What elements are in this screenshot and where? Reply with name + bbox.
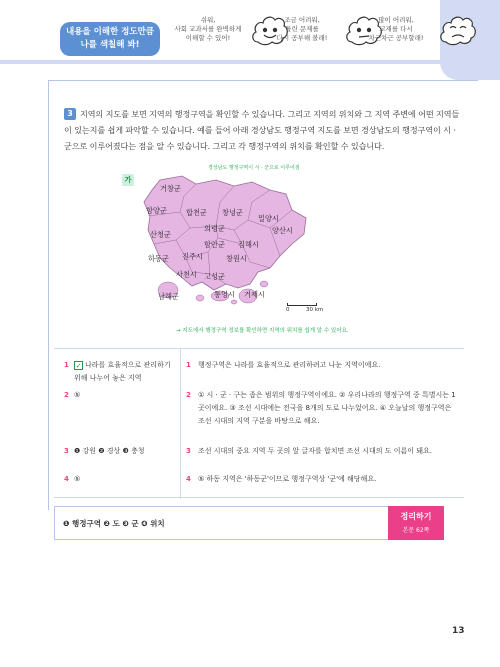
level-hard-line1: 많이 어려워, xyxy=(378,16,414,24)
region-label: 의령군 xyxy=(204,224,225,233)
level-medium-line1: 조금 어려워, xyxy=(284,16,320,24)
level-hard[interactable] xyxy=(356,10,480,58)
region-label: 창녕군 xyxy=(222,208,243,217)
answer-table xyxy=(54,348,464,498)
question-text: 지역의 지도를 보면 지역의 행정구역을 확인할 수 있습니다. 그리고 지역의 위치와 그 지역 주변에 어떤 지역들이 있는지를 쉽게 파악할 수 있습니다. 예를 들어 아래 경상남도 행정구역 지도를 보면 경상남도의 행정구역이 시 · 군으로 이루어졌다는 점을 알 수 있습니다. 그리고 각 행정구역의 위치를 확인할 수 있습니다. xyxy=(64,109,460,151)
answer-number: 2 xyxy=(64,391,69,399)
region-label: 거제시 xyxy=(244,290,265,299)
level-easy-line1: 쉬워, xyxy=(200,16,216,24)
header-band xyxy=(0,60,500,64)
region-label: 고성군 xyxy=(204,272,225,281)
map-scale-zero: 0 xyxy=(286,307,290,313)
page-number: 13 xyxy=(452,626,465,636)
region-label: 남해군 xyxy=(158,292,179,301)
summary-box xyxy=(54,506,444,540)
answer-value: 나라를 효율적으로 관리하기 위해 나누어 놓은 지역 xyxy=(74,361,171,382)
level-hard-text xyxy=(356,16,436,43)
region-label: 양산시 xyxy=(272,226,293,235)
answer-text: ❶ 강원 ❷ 경상 ❸ 충청 xyxy=(74,447,145,455)
explanation-text: ⑤ 하동 지역은 '하동군'이므로 행정구역상 '군'에 해당해요. xyxy=(198,475,377,483)
answer-text xyxy=(74,359,174,385)
region-label: 통영시 xyxy=(214,290,235,299)
map-label: 가 xyxy=(122,174,134,186)
level-hard-line3: 차근차근 공부할래! xyxy=(368,34,424,42)
level-hard-line2: 교재를 다시 xyxy=(379,25,413,33)
explanation-text: 조선 시대의 중요 지역 두 곳의 앞 글자를 합치면 조선 시대의 도 이름이 돼요. xyxy=(198,447,433,455)
self-check-line1: 내용을 이해한 정도만큼 xyxy=(65,27,155,37)
summary-tag-reference: 본문 62쪽 xyxy=(402,527,430,534)
map-scale-bar xyxy=(287,303,317,306)
explanation-number: 2 xyxy=(186,391,191,399)
level-easy-text xyxy=(168,16,248,43)
summary-tag[interactable] xyxy=(388,506,444,540)
region-label: 하동군 xyxy=(148,254,169,263)
question-3 xyxy=(64,106,464,154)
answer-divider xyxy=(180,349,181,499)
confused-cloud-icon xyxy=(438,12,478,50)
region-label: 산청군 xyxy=(150,230,171,239)
level-easy-line2: 사회 교과서를 완벽하게 xyxy=(174,25,242,33)
region-label: 창원시 xyxy=(226,254,247,263)
answer-text: ⑤ xyxy=(74,391,81,399)
region-label: 함양군 xyxy=(146,206,167,215)
region-label: 사천시 xyxy=(176,270,197,279)
region-label: 합천군 xyxy=(186,208,207,217)
level-easy-line3: 이해할 수 있어! xyxy=(185,34,231,42)
region-label: 밀양시 xyxy=(258,214,279,223)
map-scale-distance: 30 km xyxy=(306,307,324,313)
summary-tag-title: 정리하기 xyxy=(400,512,432,521)
explanation-text: ① 시 · 군 · 구는 좁은 범위의 행정구역이에요. ② 우리나라의 행정구역 중 특별시는 1곳이에요. ③ 조선 시대에는 전국을 8개의 도로 나누었어요. ④ 오늘날의 행정구역은 조선 시대의 지역 구분을 바탕으로 해요. xyxy=(198,391,456,425)
map-caption: → 지도에서 행정구역 정보를 확인하면 지역의 위치를 쉽게 알 수 있어요. xyxy=(176,328,349,334)
explanation-number: 1 xyxy=(186,361,191,369)
answer-number: 1 xyxy=(64,361,69,369)
level-medium-line2: 틀린 문제를 xyxy=(285,25,319,33)
answer-text: ⑤ xyxy=(74,475,81,483)
region-label: 거창군 xyxy=(160,184,181,193)
level-medium-text xyxy=(262,16,342,43)
self-check-line2: 나를 색칠해 봐! xyxy=(80,40,140,50)
explanation-number: 4 xyxy=(186,475,191,483)
question-number: 3 xyxy=(64,108,76,120)
explanation-text: 행정구역은 나라를 효율적으로 관리하려고 나눈 지역이에요. xyxy=(198,361,381,369)
explanation-number: 3 xyxy=(186,447,191,455)
question-hint: 경상남도 행정구역이 시 · 군으로 이루어짐 xyxy=(208,165,300,171)
region-label: 김해시 xyxy=(238,240,259,249)
answer-number: 4 xyxy=(64,475,69,483)
region-label: 진주시 xyxy=(182,252,203,261)
summary-answers: ❶ 행정구역 ❷ 도 ❸ 군 ❹ 위치 xyxy=(63,519,165,528)
level-medium-line3: 다시 공부해 볼래! xyxy=(276,34,328,42)
self-check-badge xyxy=(60,22,160,56)
answer-number: 3 xyxy=(64,447,69,455)
region-label: 함안군 xyxy=(204,240,225,249)
check-icon: ✓ xyxy=(75,361,82,370)
